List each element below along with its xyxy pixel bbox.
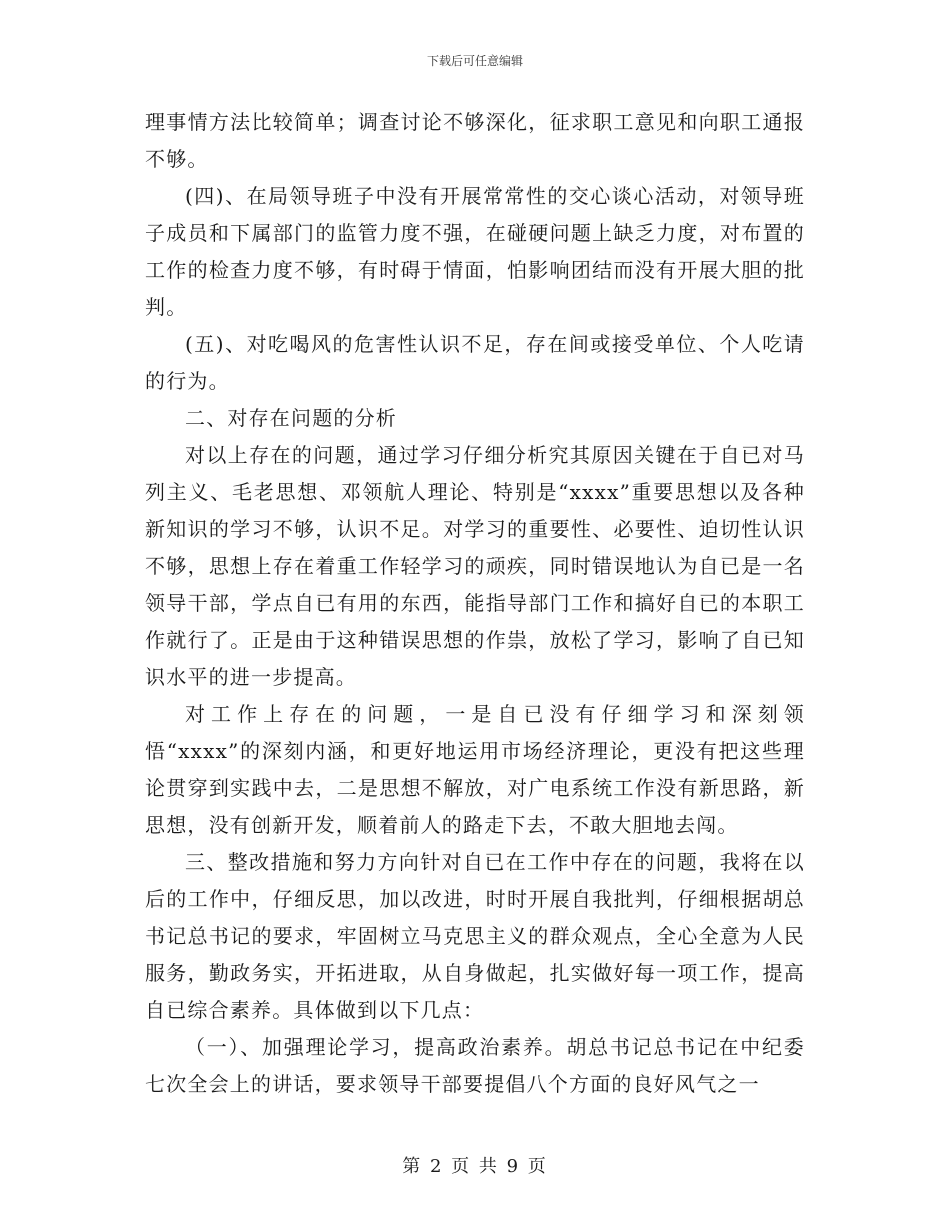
page-header: 下载后可任意编辑 — [426, 54, 523, 68]
paragraph-analysis-work: 对工作上存在的问题，一是自已没有仔细学习和深刻领悟“xxxx”的深刻内涵，和更好地运用市场经济理论，更没有把这些理论贯穿到实践中去，二是思想不解放，对广电系统工作没有新思路，新思想，没有创新开发，顺着前人的路走下去，不敢大胆地去闯。 — [145, 702, 805, 837]
paragraph-measure-one: （一）、加强理论学习，提高政治素养。胡总书记总书记在中纪委七次全会上的讲话，要求领导干部要提倡八个方面的良好风气之一 — [145, 1035, 805, 1096]
paragraph-item-five: (五)、对吃喝风的危害性认识不足，存在间或接受单位、个人吃请的行为。 — [145, 332, 805, 393]
paragraph-continuation: 理事情方法比较简单；调查讨论不够深化，征求职工意见和向职工通报不够。 — [145, 110, 805, 171]
section-heading-analysis: 二、对存在问题的分析 — [185, 406, 397, 430]
paragraph-item-four: (四)、在局领导班子中没有开展常常性的交心谈心活动，对领导班子成员和下属部门的监管力度不强，在碰硬问题上缺乏力度，对布置的工作的检查力度不够，有时碍于情面，怕影响团结而没有开展大胆的批判。 — [145, 184, 805, 319]
paragraph-analysis-study: 对以上存在的问题，通过学习仔细分析究其原因关键在于自已对马列主义、毛老思想、邓领航人理论、特别是“xxxx”重要思想以及各种新知识的学习不够，认识不足。对学习的重要性、必要性、迫切性认识不够，思想上存在着重工作轻学习的顽疾，同时错误地认为自已是一名领导干部，学点自已有用的东西，能指导部门工作和搞好自已的本职工作就行了。正是由于这种错误思想的作祟，放松了学习，影响了自已知识水平的进一步提高。 — [145, 443, 805, 689]
document-body — [145, 104, 805, 1103]
paragraph-rectification: 三、整改措施和努力方向针对自已在工作中存在的问题，我将在以后的工作中，仔细反思，加以改进，时时开展自我批判，仔细根据胡总书记总书记的要求，牢固树立马克思主义的群众观点，全心全意为人民服务，勤政务实，开拓进取，从自身做起，扎实做好每一项工作，提高自已综合素养。具体做到以下几点： — [145, 850, 805, 1022]
page-number: 第 2 页 共 9 页 — [402, 1156, 548, 1177]
